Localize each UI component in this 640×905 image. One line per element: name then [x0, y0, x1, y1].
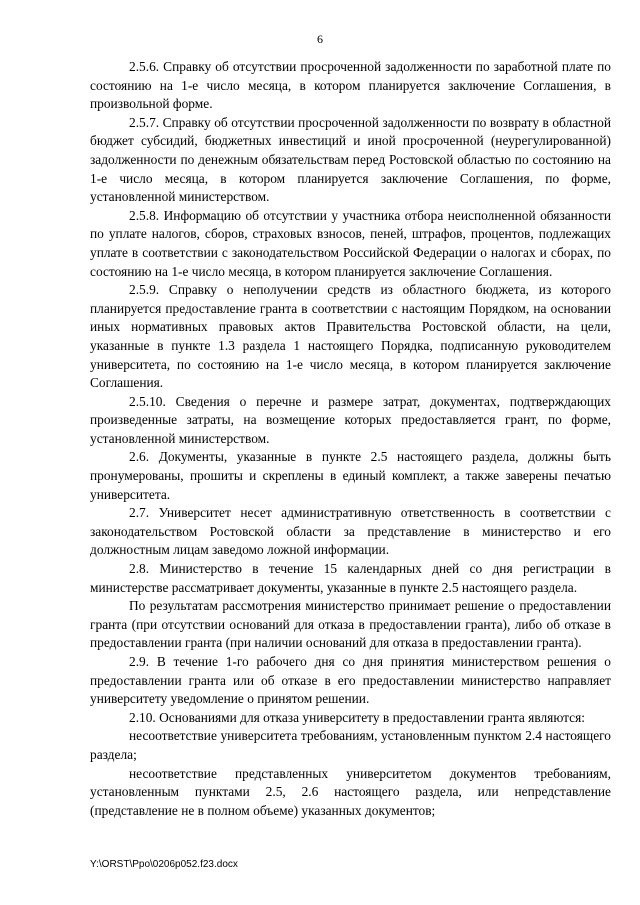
document-body [90, 58, 611, 820]
paragraph-2-5-10: 2.5.10. Сведения о перечне и размере затрат, документах, подтверждающих произведенные затраты, на возмещение которых предоставляется грант, по форме, установленной министерством. [90, 393, 611, 446]
paragraph-2-10: 2.10. Основаниями для отказа университету в предоставлении гранта являются: [129, 709, 585, 725]
paragraph-2-7: 2.7. Университет несет административную ответственность в соответствии с законодательством Ростовской области за представление в министерство и его должностным лицам заведомо ложной информации. [90, 505, 611, 558]
paragraph-2-5-9: 2.5.9. Справку о неполучении средств из областного бюджета, из которого планируется предоставление гранта в соответствии с настоящим Порядком, на основании иных нормативных правовых актов Правительства Ростовской области, на цели, указанные в пункте 1.3 раздела 1 настоящего Порядка, подписанную руководителем университета, по состоянию на 1-е число месяца, в котором планируется заключение Соглашения. [90, 282, 611, 391]
paragraph-2-8: 2.8. Министерство в течение 15 календарных дней со дня регистрации в министерстве рассматривает документы, указанные в пункте 2.5 настоящего раздела. [90, 561, 611, 595]
paragraph-2-10-item-2: несоответствие представленных университетом документов требованиям, установленным пунктами 2.5, 2.6 настоящего раздела, или непредставление (представление не в полном объеме) указанных документов; [90, 765, 611, 818]
page-number: 6 [317, 32, 323, 46]
paragraph-2-9: 2.9. В течение 1-го рабочего дня со дня принятия министерством решения о предоставлении гранта или об отказе в его предоставлении министерство направляет университету уведомление о принятом решении. [90, 654, 611, 707]
paragraph-2-6: 2.6. Документы, указанные в пункте 2.5 настоящего раздела, должны быть пронумерованы, прошиты и скреплены в единый комплект, а также заверены печатью университета. [90, 449, 611, 502]
paragraph-2-10-item-1: несоответствие университета требованиям, установленным пунктом 2.4 настоящего раздела; [90, 728, 611, 762]
paragraph-2-5-7: 2.5.7. Справку об отсутствии просроченной задолженности по возврату в областной бюджет субсидий, бюджетных инвестиций и иной просроченной (неурегулированной) задолженности по денежным обязательствам перед Ростовской областью по состоянию на 1-е число месяца, в котором планируется заключение Соглашения, по форме, установленной министерством. [90, 114, 611, 205]
paragraph-2-5-6: 2.5.6. Справку об отсутствии просроченной задолженности по заработной плате по состоянию на 1-е число месяца, в котором планируется заключение Соглашения, в произвольной форме. [90, 59, 611, 112]
paragraph-2-8-result: По результатам рассмотрения министерство принимает решение о предоставлении гранта (при отсутствии оснований для отказа в предоставлении гранта), либо об отказе в предоставлении гранта (при наличии оснований для отказа в предоставлении гранта). [90, 598, 611, 651]
paragraph-2-5-8: 2.5.8. Информацию об отсутствии у участника отбора неисполненной обязанности по уплате налогов, сборов, страховых взносов, пеней, штрафов, процентов, подлежащих уплате в соответствии с законодательством Российской Федерации о налогах и сборах, по состоянию на 1-е число месяца, в котором планируется заключение Соглашения. [90, 207, 611, 279]
file-path-footer: Y:\ORST\Ppo\0206p052.f23.docx [90, 859, 238, 870]
